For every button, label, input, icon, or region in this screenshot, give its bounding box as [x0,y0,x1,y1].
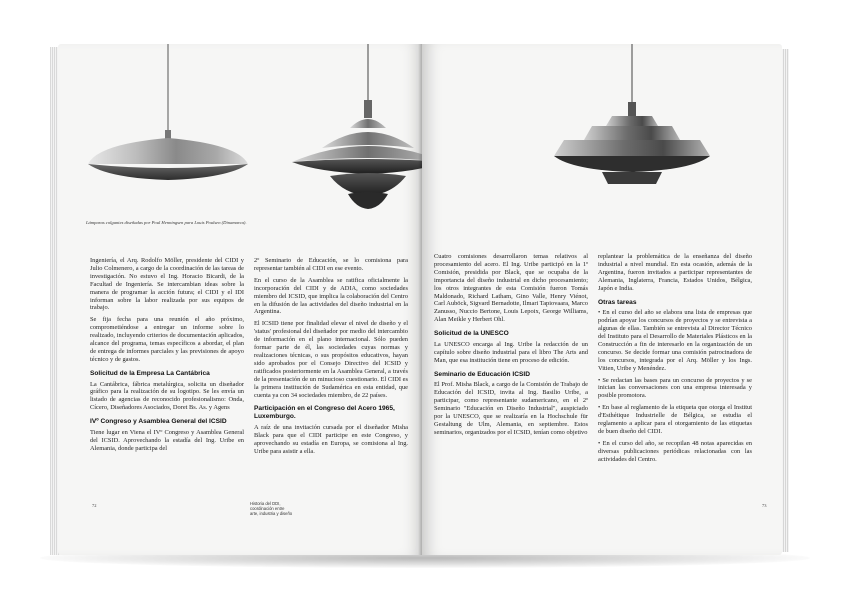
photo-caption: Lámparas colgantes diseñadas por Poul Henningsen para Louis Poulsen (Dinamarca). [86,220,247,225]
section-heading: Otras tareas [598,298,637,306]
running-head [250,501,292,516]
left-page-column-1 [90,257,244,457]
dome-pendant-lamp-image [78,44,258,194]
paragraph: En el curso de la Asamblea se ratifica oficialmente la incorporación del CIDI y de ADIA, como sociedades miembro del ICSID, que implica la colaboración del Centro en la difusión de las actividades del diseño industrial en la Argentina. [254,276,408,316]
section-heading: Solicitud de la Empresa La Cantábrica [90,369,210,377]
left-page-column-2 [254,257,408,460]
page-number: 72 [92,503,97,508]
left-page [58,44,422,555]
paragraph: A raíz de una invitación cursada por el diseñador Misha Black para que el CIDI participe en este Congreso, y aprovechando su estadía en Europa, se comisiona al Ing. Uribe para asistir a ella. [254,424,408,455]
section-heading: Seminario de Educación ICSID [434,370,530,378]
section-heading: Solicitud de la UNESCO [434,330,509,338]
page-number: 73 [762,503,767,508]
paragraph: La Cantábrica, fábrica metalúrgica, solicita un diseñador gráfico para la realización de su logotipo. Se les envía un listado de agencias de reconocido profesionalismo: Onda, Cícero, Diseñadores Asociados, Doret Bs. As. y Agens [90,380,244,412]
right-page-column-2 [598,253,752,468]
right-page-column-1 [434,253,588,441]
paragraph: Ingeniería, el Arq. Rodolfo Möller, presidente del CIDI y Julio Colmenero, a cargo de la coordinación de las tareas de investigación. No estuvo el Ing. Horacio Bicardi, de la Facultad de Ingeniería. Se intercambian ideas sobre la manera de programar la acción futura; el CIDI y el IDI informan sobre la labor realizada por sus equipos de trabajo. [90,257,244,312]
running-head-line: coordinación entre [250,506,285,511]
paragraph: • En el curso del año se elabora una lista de empresas que podrían apoyar los concursos de proyectos y se entrevista a algunas de ellas. También se entrevista al Director Técnico del Instituto para el Desarrollo de Materiales Plásticos en la Construcción a fin de interesarlo en la organización de un concurso. Se decide formar una comisión patrocinadora de los concursos, integrada por el Arq. Möller y los Ings. Vitien, Uribe y Menéndez. [598,309,752,372]
paragraph: La UNESCO encarga al Ing. Uribe la redacción de un capítulo sobre diseño industrial para el libro The Arts and Man, que esa institución tiene en proceso de edición. [434,340,588,364]
running-head-line: Historia del DDI, [250,501,281,506]
tiered-pendant-lamp-image [542,44,722,204]
paragraph: • En el curso del año, se recopilan 48 notas aparecidas en diversas publicaciones periódicas relacionadas con las actividades del Centro. [598,439,752,463]
paragraph: 2º Seminario de Educación, se lo comisiona para representar también al CIDI en ese evento. [254,257,408,272]
section-heading: Participación en el Congreso del Acero 1965, Luxemburgo. [254,405,395,421]
paragraph: Cuatro comisiones desarrollaron temas relativos al procesamiento del acero. El Ing. Uribe participó en la 1º Comisión, presidida por Black, que se ocupaba de la importancia del diseño industrial en dicho procesamiento; los otros integrantes de esta Comisión fueron Tomás Maldonado, Richard Latham, Gino Valle, Henry Viénot, Carl Auböck, Sigvard Bernadotte, Ilmari Tapiovaara, Marco Zanusso, Nuccio Bertone, Louis Lepoix, George Williams, Alan Meikle y Herbert Ohl. [434,253,588,324]
paragraph: Se fija fecha para una reunión el año próximo, comprometiéndose a entregar un informe sobre lo realizado, incluyendo criterios de documentación aplicados, alcance del programa, temas específicos a abordar, el plan de entrega de informes parciales y las previsiones de apoyo técnico y de gastos. [90,316,244,363]
paragraph: El ICSID tiene por finalidad elevar el nivel de diseño y el 'status' profesional del diseñador por medio del intercambio de información en el plano internacional. Sólo pueden formar parte de él, las sociedades cuyas normas y realizaciones técnicas, o sus propósitos educativos, hayan sido aprobados por el Consejo Directivo del ICSID y ratificados posteriormente en la Asamblea General, a través de la presentación de un minucioso cuestionario. El CIDI es la primera institución de Sudamérica en esta entidad, que cuenta ya con 34 sociedades miembro, de 22 países. [254,320,408,399]
paragraph: replantear la problemática de la enseñanza del diseño industrial a nivel mundial. En esta ocasión, además de la Argentina, fueron invitados a participar representantes de Alemania, Inglaterra, Francia, Estados Unidos, Bélgica, Japón e India. [598,253,752,292]
ph-layered-pendant-lamp-image [288,44,422,224]
section-heading: IVº Congreso y Asamblea General del ICSID [90,418,227,426]
paragraph: • Se redactan las bases para un concurso de proyectos y se inician las conversaciones con una empresa interesada y posible promotora. [598,376,752,400]
paragraph: Tiene lugar en Viena el IVº Congreso y Asamblea General del ICSID. Aprovechando la estadía del Ing. Uribe en Alemania, donde participa del [90,429,244,452]
right-page [422,44,782,555]
running-head-line: arte, industria y diseño [250,511,293,516]
paragraph: • En base al reglamento de la etiqueta que otorga el Institut d'Esthétique Industrielle de Bélgica, se estudia el reglamento a aplicar para el otorgamiento de las etiquetas de buen diseño del CIDI. [598,404,752,436]
paragraph: El Prof. Misha Black, a cargo de la Comisión de Trabajo de Educación del ICSID, invita al Ing. Basilio Uribe, a participar, como representante sudamericano, en el 2º Seminario "Educación en Diseño Industrial", auspiciado por la UNESCO, que se realizaría en la Hochschule für Gestaltung de Ulm, Alemania, en septiembre. Estos seminarios, organizados por el ICSID, tenían como objetivo [434,381,588,436]
